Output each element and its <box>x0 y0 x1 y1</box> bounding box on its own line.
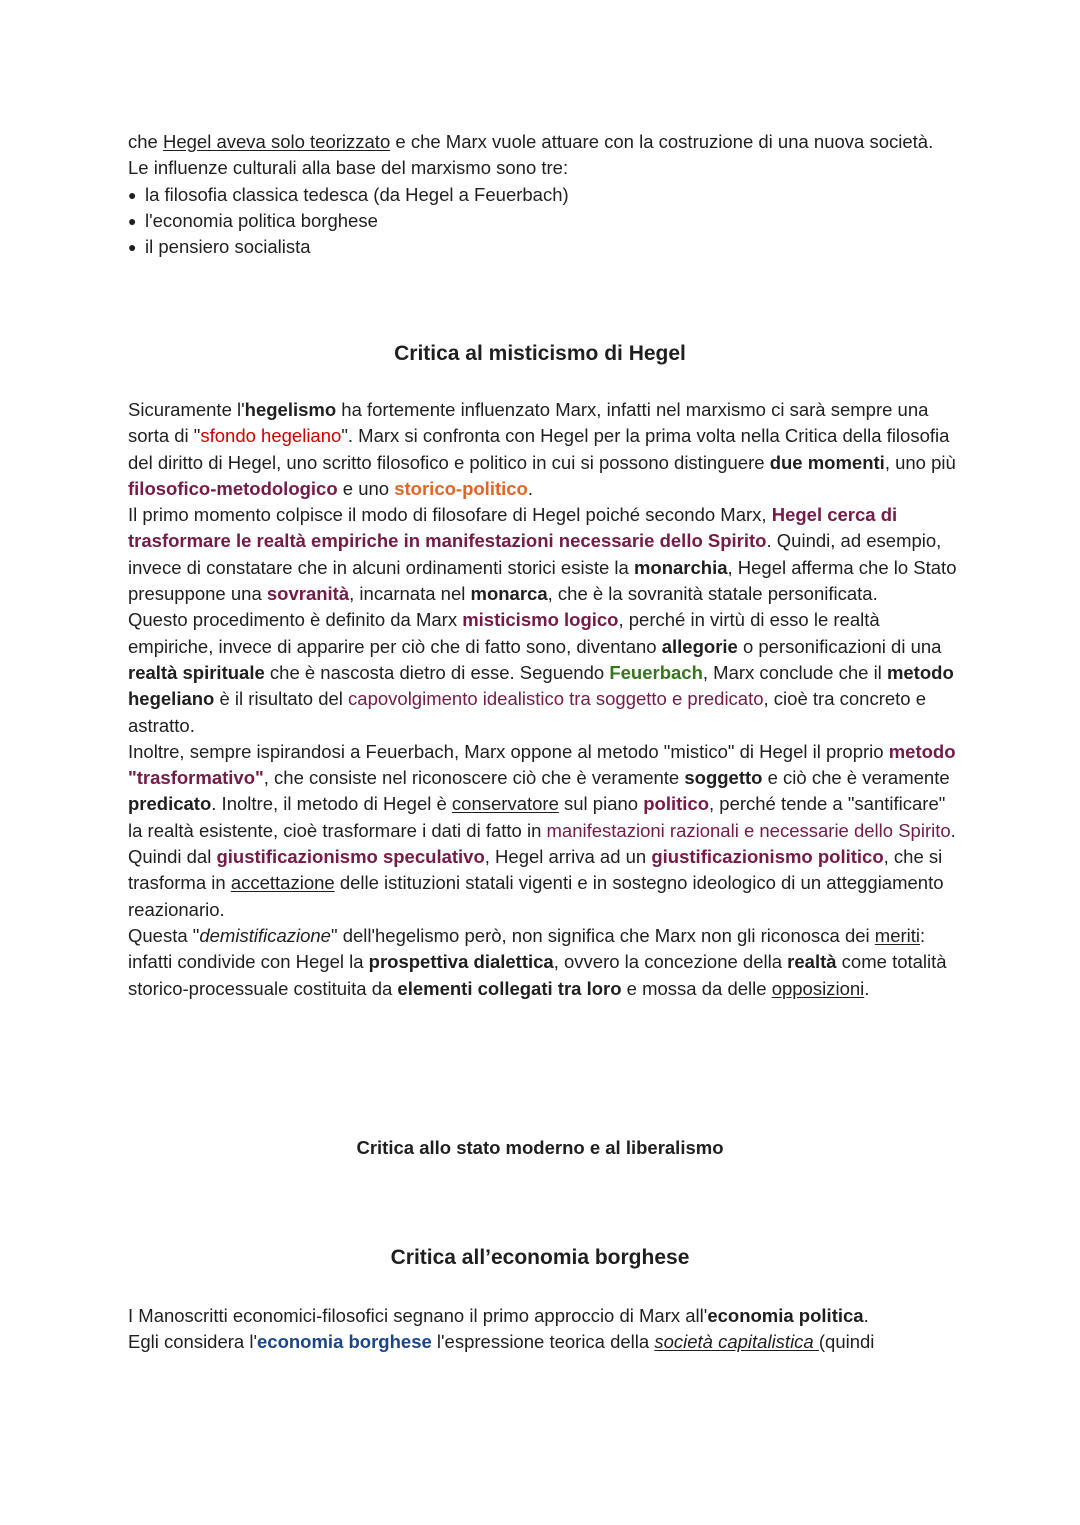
text-run: Questa " <box>128 924 200 946</box>
text-run: capovolgimento idealistico tra soggetto e predicato <box>348 688 764 710</box>
body-paragraph <box>128 397 958 502</box>
list-item: ● l'economia politica borghese <box>128 208 958 234</box>
text-run: hegelismo <box>244 399 337 420</box>
body-paragraph <box>128 739 958 923</box>
text-run: Inoltre, sempre ispirandosi a Feuerbach, Marx oppone al metodo "mistico" di Hegel il proprio <box>128 740 889 762</box>
text-run: (quindi <box>818 1331 875 1353</box>
text-run: Egli considera l' <box>128 1331 257 1353</box>
section-heading-misticismo: Critica al misticismo di Hegel <box>394 342 686 365</box>
section-heading-economia: Critica all’economia borghese <box>390 1246 690 1269</box>
text-run: accettazione <box>230 872 335 894</box>
text-run: meriti <box>874 924 921 946</box>
body-paragraph <box>128 607 958 738</box>
text-run: , che si trasforma in <box>128 846 943 894</box>
influences-list <box>128 182 958 261</box>
text-run: politico <box>643 793 709 815</box>
text-run: Il primo momento colpisce il modo di filosofare di Hegel poiché secondo Marx, <box>128 504 772 526</box>
text-run: manifestazioni razionali e necessarie dello Spirito <box>546 819 951 841</box>
text-run: , cioè tra concreto e astratto. <box>128 688 927 736</box>
text-run: l'espressione teorica della <box>431 1331 655 1353</box>
text-run: predicato <box>128 793 212 815</box>
text-run: monarchia <box>633 556 728 578</box>
section-heading-stato-moderno: Critica allo stato moderno e al liberalismo <box>356 1137 724 1158</box>
text-run: Feuerbach <box>609 661 703 683</box>
text-run: due momenti <box>769 451 885 473</box>
text-run: sul piano <box>558 793 644 815</box>
text-run: , perché in virtù di esso le realtà empiriche, invece di apparire per ciò che di fatto sono, diventano <box>128 609 880 657</box>
text-run: allegorie <box>661 635 738 657</box>
text-run: filosofico-metodologico <box>128 477 338 499</box>
text-run: Hegel cerca di trasformare le realtà empiriche in manifestazioni necessarie dello Spirito <box>128 504 898 552</box>
text-run: Questo procedimento è definito da Marx <box>128 609 463 631</box>
text-run: , incarnata nel <box>349 583 471 605</box>
text-run: , che consiste nel riconoscere ciò che è veramente <box>263 767 685 789</box>
text-run: , Hegel afferma che lo Stato presuppone una <box>128 556 957 605</box>
text-run: . <box>864 977 870 999</box>
intro-paragraph <box>128 129 958 155</box>
body-paragraph <box>128 1329 958 1355</box>
text-run: realtà <box>787 951 837 973</box>
text-run: " dell'hegelismo però, non significa che Marx non gli riconosca dei <box>330 924 875 946</box>
text-run: Hegel aveva solo teorizzato <box>162 131 391 152</box>
text-run: e mossa da delle <box>621 977 772 999</box>
text-run: come totalità storico-processuale costituita da <box>128 951 947 999</box>
text-run: opposizioni <box>771 977 865 999</box>
text-run: . Quindi, ad esempio, invece di constatare che in alcuni ordinamenti storici esiste la <box>128 530 942 578</box>
text-run: , uno più <box>884 451 956 473</box>
text-run: ha fortemente influenzato Marx, infatti nel marxismo ci sarà sempre una sorta di " <box>128 399 929 447</box>
text-run: ". Marx si confronta con Hegel per la prima volta nella Critica della filosofia del diritto di Hegel, uno scritto filosofico e politico in cui si possono distinguere <box>128 425 950 473</box>
text-run: economia borghese <box>257 1331 432 1353</box>
text-run: che è nascosta dietro di esse. Seguendo <box>264 661 610 683</box>
text-run: : infatti condivide con Hegel la <box>128 924 926 973</box>
text-run: metodo hegeliano <box>128 661 954 710</box>
text-run: Sicuramente l' <box>128 399 245 420</box>
intro-block <box>128 129 958 260</box>
text-run: storico-politico <box>394 477 528 499</box>
text-run: misticismo logico <box>462 609 619 631</box>
text-run: e uno <box>337 477 395 499</box>
text-run: o personificazioni di una <box>737 635 942 657</box>
text-run: , che è la sovranità statale personificata. <box>547 583 878 605</box>
text-run: . Inoltre, il metodo di Hegel è <box>211 793 452 815</box>
text-run: , ovvero la concezione della <box>553 951 788 973</box>
text-run: e che Marx vuole attuare con la costruzione di una nuova società. <box>390 131 934 152</box>
text-run: elementi collegati tra loro <box>397 977 622 999</box>
text-run: I Manoscritti economici-filosofici segnano il primo approccio di Marx all' <box>128 1305 708 1326</box>
text-run: giustificazionismo politico <box>651 846 884 868</box>
text-run: realtà spirituale <box>128 661 265 683</box>
text-run: . <box>527 477 533 499</box>
text-run: . Quindi dal <box>128 819 956 868</box>
list-item: ● la filosofia classica tedesca (da Hegel a Feuerbach) <box>128 182 958 208</box>
body-paragraph <box>128 923 958 1002</box>
text-run: e ciò che è veramente <box>762 767 950 789</box>
body-paragraph <box>128 1303 958 1329</box>
text-run: società capitalistica <box>654 1331 819 1353</box>
section-body-economia <box>128 1303 958 1356</box>
text-run: delle istituzioni statali vigenti e in sostegno ideologico di un atteggiamento reazionario. <box>128 872 944 920</box>
text-run: , perché tende a "santificare" la realtà esistente, cioè trasformare i dati di fatto in <box>128 793 946 841</box>
body-paragraph <box>128 502 958 607</box>
text-run: sovranità <box>266 583 350 605</box>
text-run: monarca <box>470 583 548 605</box>
text-run: soggetto <box>684 767 763 789</box>
text-run: giustificazionismo speculativo <box>216 846 485 868</box>
text-run: , Marx conclude che il <box>702 661 887 683</box>
text-run: economia politica <box>707 1305 864 1326</box>
text-run: sfondo hegeliano <box>200 425 342 447</box>
text-run: conservatore <box>451 793 559 815</box>
text-run: , Hegel arriva ad un <box>484 846 652 868</box>
section-body-misticismo <box>128 397 958 1002</box>
intro-list-heading: Le influenze culturali alla base del marxismo sono tre: <box>128 157 569 179</box>
text-run: è il risultato del <box>214 688 349 710</box>
text-run: che <box>128 131 163 152</box>
list-item: ● il pensiero socialista <box>128 234 958 260</box>
text-run: demistificazione <box>199 924 331 946</box>
text-run: metodo "trasformativo" <box>128 740 956 789</box>
text-run: prospettiva dialettica <box>368 951 554 973</box>
text-run: . <box>863 1305 869 1326</box>
